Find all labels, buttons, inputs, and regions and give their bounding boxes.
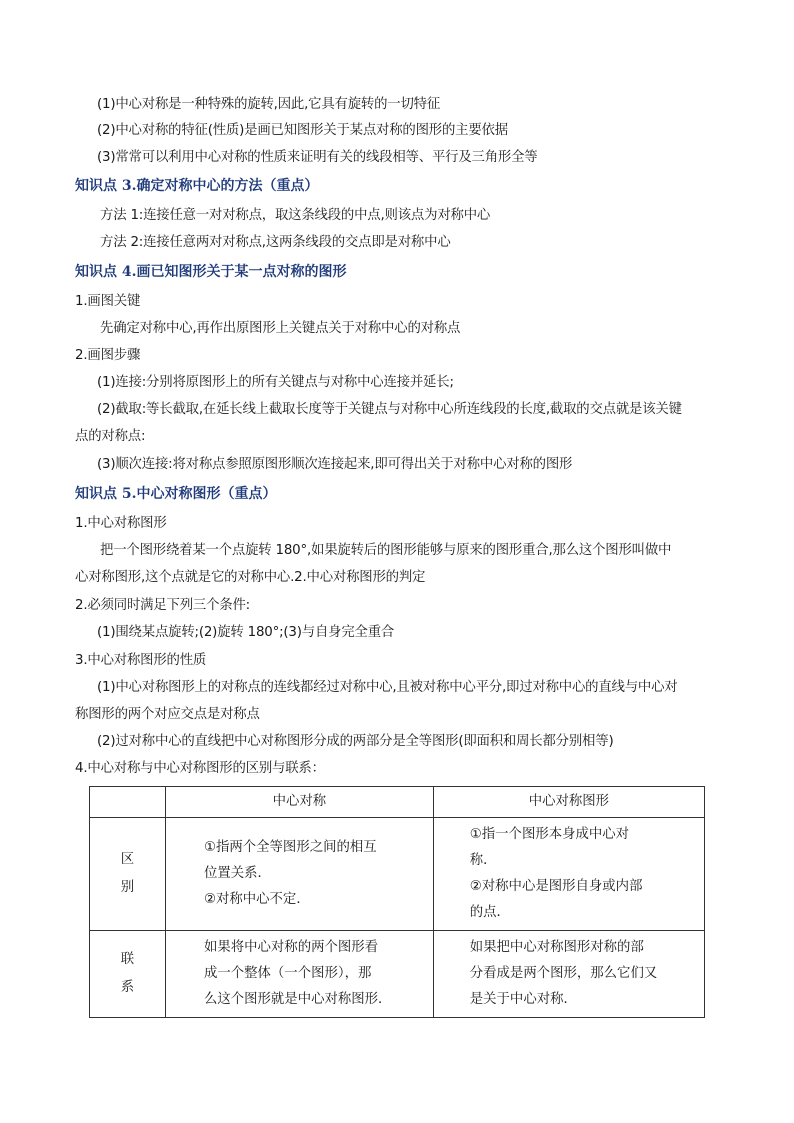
cell-line: ②对称中心不定．	[203, 892, 310, 907]
text-line: 2.画图步骤	[75, 348, 141, 363]
text-line: (3)顺次连接:将对称点参照原图形顺次连接起来,即可得出关于对称中心对称的图形	[97, 457, 573, 472]
cell-line: 成一个整体（一个图形），那	[203, 966, 372, 981]
text-line: 点的对称点:	[75, 429, 146, 444]
table-cell	[165, 931, 433, 1018]
table-header-cell: 中心对称图形	[433, 787, 704, 818]
row-label-cell	[90, 931, 166, 1018]
table-cell	[433, 931, 704, 1018]
text-line: 方法 2:连接任意两对对称点,这两条线段的交点即是对称中心	[100, 235, 451, 250]
row-label-char: 系	[120, 980, 135, 995]
text-line: (1)中心对称是一种特殊的旋转,因此,它具有旋转的一切特征	[97, 97, 441, 112]
table-header-cell: 中心对称	[165, 787, 433, 818]
cell-line: 如果把中心对称图形对称的部	[469, 940, 644, 955]
cell-line: 是关于中心对称．	[469, 992, 577, 1007]
text-line: 4.中心对称与中心对称图形的区别与联系：	[75, 761, 325, 776]
table-row	[90, 931, 705, 1018]
cell-line: 称．	[469, 853, 497, 868]
cell-line: 么这个图形就是中心对称图形．	[203, 992, 392, 1007]
comparison-table	[89, 786, 705, 1018]
table-cell	[433, 818, 704, 931]
table-row	[90, 818, 705, 931]
cell-line: 如果将中心对称的两个图形看	[203, 940, 379, 955]
section-heading: 知识点 4.画已知图形关于某一点对称的图形	[75, 264, 347, 280]
text-line: (2)过对称中心的直线把中心对称图形分成的两部分是全等图形(即面积和周长都分别相等)	[97, 734, 614, 749]
text-line: 1.画图关键	[75, 294, 141, 309]
text-line: 把一个图形绕着某一个点旋转 180°,如果旋转后的图形能够与原来的图形重合,那么这个图形叫做中	[100, 543, 672, 558]
text-line: 先确定对称中心,再作出原图形上关键点关于对称中心的对称点	[100, 321, 461, 336]
row-label-char: 别	[120, 880, 135, 895]
text-line: 1.中心对称图形	[75, 516, 167, 531]
row-label-char: 联	[120, 952, 135, 967]
table-header-cell	[90, 787, 166, 818]
table-cell	[165, 818, 433, 931]
text-line: (1)围绕某点旋转;(2)旋转 180°;(3)与自身完全重合	[97, 625, 395, 640]
cell-line: ②对称中心是图形自身或内部	[469, 879, 643, 894]
text-line: (2)截取:等长截取,在延长线上截取长度等于关键点与对称中心所连线段的长度,截取的交点就是该关键	[97, 402, 682, 417]
cell-line: 的点．	[469, 905, 510, 920]
text-line: 称图形的两个对应交点是对称点	[75, 707, 260, 722]
text-line: 2.必须同时满足下列三个条件:	[75, 598, 250, 613]
row-label-char: 区	[120, 852, 135, 867]
text-line: (1)连接:分别将原图形上的所有关键点与对称中心连接并延长;	[97, 375, 454, 390]
section-heading: 知识点 3.确定对称中心的方法（重点）	[75, 178, 319, 194]
table-header-row	[90, 787, 705, 818]
text-line: (1)中心对称图形上的对称点的连线都经过对称中心,且被对称中心平分,即过对称中心的直线与中心对	[97, 680, 678, 695]
text-line: 心对称图形,这个点就是它的对称中心.2.中心对称图形的判定	[75, 570, 426, 585]
row-label-cell	[90, 818, 166, 931]
section-heading: 知识点 5.中心对称图形（重点）	[75, 486, 277, 502]
cell-line: ①指两个全等图形之间的相互	[203, 840, 377, 855]
cell-line: 分看成是两个图形，那么它们又	[469, 966, 658, 981]
text-line: 3.中心对称图形的性质	[75, 653, 207, 668]
text-line: 方法 1:连接任意一对对称点，取这条线段的中点,则该点为对称中心	[100, 208, 491, 223]
cell-line: ①指一个图形本身成中心对	[469, 827, 630, 842]
text-line: (3)常常可以利用中心对称的性质来证明有关的线段相等、平行及三角形全等	[97, 150, 538, 165]
cell-line: 位置关系．	[203, 866, 271, 881]
text-line: (2)中心对称的特征(性质)是画已知图形关于某点对称的图形的主要依据	[97, 123, 508, 138]
